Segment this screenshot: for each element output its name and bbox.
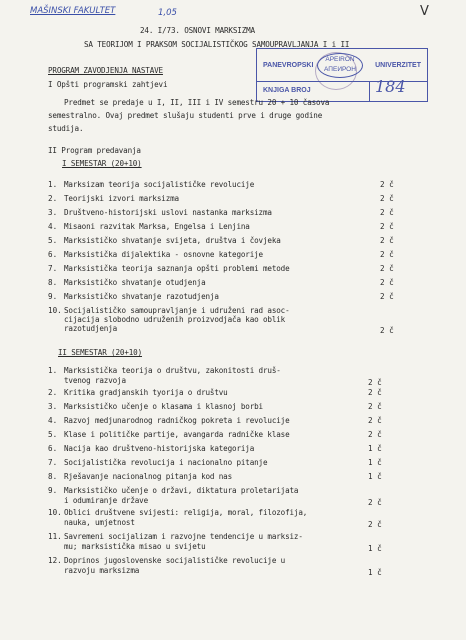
handwritten-faculty-note: MAŠINSKI FAKULTET [30, 6, 116, 16]
list-item-number: 3. [48, 402, 58, 411]
list-item-hours: 2 č [368, 378, 382, 387]
list-item-text: Marksističko shvatanje otudjenja [64, 278, 206, 287]
section1-title: I Opšti programski zahtjevi [48, 80, 168, 89]
stamp-left-label: PANEVROPSKI [263, 62, 314, 69]
list-item-hours: 2 č [368, 402, 382, 411]
list-item-number: 8. [48, 472, 58, 481]
handwritten-checkmark: V [420, 4, 429, 19]
stamp-seal [317, 53, 363, 78]
stamp-divider-vertical [369, 81, 370, 101]
section1-text-line: semestralno. Ovaj predmet slušaju studenti prve i druge godine [48, 111, 323, 120]
list-item-number: 6. [48, 444, 58, 453]
course-code-title: 24. I/73. OSNOVI MARKSIZMA [140, 26, 255, 35]
list-item-text: Rješavanje nacionalnog pitanja kod nas [64, 472, 233, 481]
list-item-text: tvenog razvoja [64, 376, 126, 385]
list-item-number: 10. [48, 306, 62, 315]
list-item-hours: 1 č [368, 472, 382, 481]
list-item-text: Marksistička dijalektika - osnovne kategorije [64, 250, 263, 259]
list-item-text: Teorijski izvori marksizma [64, 194, 179, 203]
list-item-hours: 2 č [380, 264, 394, 273]
list-item-text: Razvoj medjunarodnog radničkog pokreta i revolucije [64, 416, 290, 425]
list-item-number: 3. [48, 208, 58, 217]
list-item-hours: 1 č [368, 544, 382, 553]
list-item-text: Nacija kao društveno-historijska kategorija [64, 444, 255, 453]
list-item-hours: 2 č [368, 430, 382, 439]
list-item-hours: 1 č [368, 568, 382, 577]
stamp-book-number: 184 [375, 77, 406, 96]
list-item-number: 9. [48, 486, 58, 495]
list-item-text: Marksističko učenje o klasama i klasnoj borbi [64, 402, 263, 411]
section2-title: II Program predavanja [48, 146, 141, 155]
list-item-hours: 2 č [368, 520, 382, 529]
list-item-hours: 2 č [380, 326, 394, 335]
list-item-number: 12. [48, 556, 62, 565]
list-item-number: 2. [48, 388, 58, 397]
list-item-text: Društveno-historijski uslovi nastanka marksizma [64, 208, 272, 217]
list-item-text: Savremeni socijalizam i razvojne tendencije u marksiz- [64, 532, 303, 541]
list-item-hours: 1 č [368, 458, 382, 467]
list-item-hours: 2 č [380, 208, 394, 217]
list-item-text: Marksističko shvatanje razotudjenja [64, 292, 219, 301]
list-item-text: Misaoni razvitak Marksa, Engelsa i Lenjina [64, 222, 250, 231]
list-item-hours: 2 č [380, 250, 394, 259]
list-item-text: i odumiranje države [64, 496, 149, 505]
list-item-hours: 2 č [368, 388, 382, 397]
list-item-hours: 2 č [380, 194, 394, 203]
list-item-hours: 2 č [368, 498, 382, 507]
list-item-number: 4. [48, 222, 58, 231]
list-item-number: 9. [48, 292, 58, 301]
handwritten-number: 1,05 [158, 8, 177, 18]
list-item-hours: 2 č [380, 222, 394, 231]
list-item-number: 10. [48, 508, 62, 517]
list-item-text: nauka, umjetnost [64, 518, 135, 527]
list-item-hours: 2 č [380, 236, 394, 245]
list-item-text: Socijalističko samoupravljanje i udruženi rad asoc- [64, 306, 290, 315]
list-item-text: Marksističko shvatanje svijeta, društva i čovjeka [64, 236, 281, 245]
list-item-number: 7. [48, 458, 58, 467]
list-item-number: 11. [48, 532, 62, 541]
list-item-hours: 2 č [380, 292, 394, 301]
list-item-hours: 2 č [380, 180, 394, 189]
stamp-seal-latin: APEIRON [325, 56, 355, 63]
list-item-text: Marksizam teorija socijalističke revolucije [64, 180, 255, 189]
list-item-number: 5. [48, 430, 58, 439]
list-item-text: razvoju marksizma [64, 566, 140, 575]
list-item-hours: 2 č [380, 278, 394, 287]
list-item-hours: 2 č [368, 416, 382, 425]
list-item-number: 5. [48, 236, 58, 245]
stamp-right-label: UNIVERZITET [375, 62, 421, 69]
list-item-text: Marksističko učenje o državi, diktatura proletarijata [64, 486, 299, 495]
list-item-text: Marksistička teorija saznanja opšti problemi metode [64, 264, 290, 273]
course-subtitle: SA TEORIJOM I PRAKSOM SOCIJALISTIČKOG SAMOUPRAVLJANJA I i II [84, 40, 350, 49]
list-item-number: 8. [48, 278, 58, 287]
semester2-title: II SEMESTAR (20+10) [58, 348, 143, 357]
section1-text-line: studija. [48, 124, 84, 133]
stamp-book-label: KNJIGA BROJ [263, 87, 311, 94]
stamp-seal-cyrillic: АПЕИРОН [324, 66, 356, 73]
list-item-text: Marksistička teorija o društvu, zakonitosti druš- [64, 366, 281, 375]
list-item-text: razotudjenja [64, 324, 118, 333]
section1-text-line: Predmet se predaje u I, II, III i IV semestru 20 + 10 časova [64, 98, 330, 107]
list-item-number: 4. [48, 416, 58, 425]
list-item-hours: 1 č [368, 444, 382, 453]
list-item-number: 7. [48, 264, 58, 273]
list-item-text: Socijalistička revolucija i nacionalno pitanje [64, 458, 268, 467]
list-item-number: 1. [48, 366, 58, 375]
list-item-text: Klase i političke partije, avangarda radničke klase [64, 430, 290, 439]
list-item-text: Doprinos jugoslovenske socijalističke revolucije u [64, 556, 286, 565]
list-item-text: Kritika gradjanskih tyorija o društvu [64, 388, 228, 397]
list-item-text: mu; marksistička misao u svijetu [64, 542, 206, 551]
list-item-number: 6. [48, 250, 58, 259]
library-stamp [256, 48, 428, 102]
list-item-text: cijacija slobodno udruženih proizvodjača kao oblik [64, 315, 286, 324]
program-heading: PROGRAM ZAVODJENJA NASTAVE [48, 66, 163, 75]
list-item-number: 2. [48, 194, 58, 203]
list-item-number: 1. [48, 180, 58, 189]
semester1-title: I SEMESTAR (20+10) [62, 159, 142, 168]
list-item-text: Oblici društvene svijesti: religija, moral, filozofija, [64, 508, 308, 517]
